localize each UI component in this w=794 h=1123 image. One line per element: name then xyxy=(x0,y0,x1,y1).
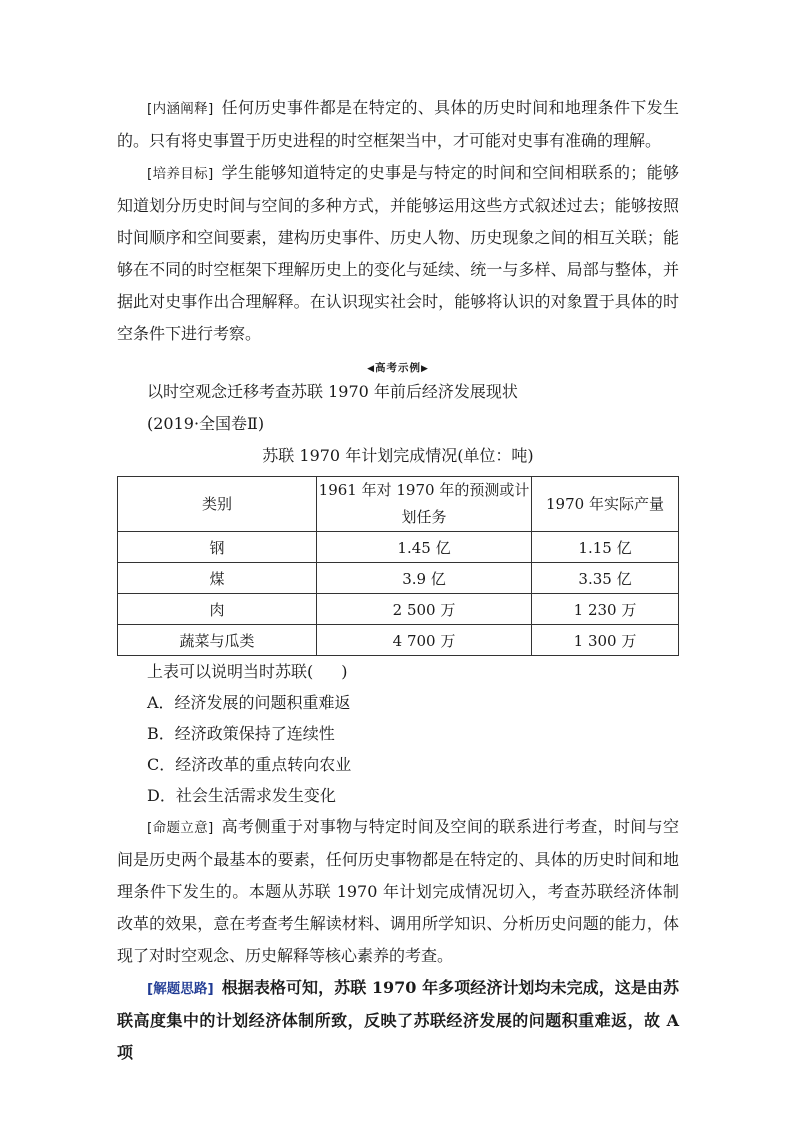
table-header-row xyxy=(118,477,679,532)
table-cell: 1 300 万 xyxy=(532,625,679,656)
proposition-text: 高考侧重于对事物与特定时间及空间的联系进行考查，时间与空间是历史两个最基本的要素，任何历史事物都是在特定的、具体的历史时间和地理条件下发生的。本题从苏联 1970 年计划完成情况切入，考查苏联经济体制改革的效果，意在考查考生解读材料、调用所学知识、分析历史问题的能力，体现了对时空观念、历史解释等核心素养的考查。 xyxy=(117,817,679,965)
left-triangle-icon: ◀ xyxy=(367,364,375,374)
table-row xyxy=(118,625,679,656)
question-suffix: ) xyxy=(341,662,348,681)
connotation-tag: [内涵阐释] xyxy=(147,101,214,117)
table-cell: 4 700 万 xyxy=(317,625,532,656)
table-header-cell: 类别 xyxy=(118,477,317,532)
table-cell: 1.15 亿 xyxy=(532,532,679,563)
example-banner-label: 高考示例 xyxy=(375,362,421,374)
table-row xyxy=(118,594,679,625)
question-stem xyxy=(117,656,679,687)
example-heading: 以时空观念迁移考查苏联 1970 年前后经济发展现状 xyxy=(147,382,518,401)
training-goal-paragraph xyxy=(117,157,679,350)
table-cell: 1.45 亿 xyxy=(317,532,532,563)
option-d: D．社会生活需求发生变化 xyxy=(147,786,336,805)
connotation-paragraph xyxy=(117,92,679,157)
table-cell: 2 500 万 xyxy=(317,594,532,625)
question-prefix: 上表可以说明当时苏联( xyxy=(147,662,314,681)
option-a: A．经济发展的问题积重难返 xyxy=(147,693,351,712)
table-cell: 肉 xyxy=(118,594,317,625)
proposition-paragraph xyxy=(117,811,679,972)
right-triangle-icon: ▶ xyxy=(421,364,429,374)
table-cell: 3.9 亿 xyxy=(317,563,532,594)
table-cell: 钢 xyxy=(118,532,317,563)
production-table xyxy=(117,476,679,656)
document-page xyxy=(117,92,679,1069)
table-cell: 煤 xyxy=(118,563,317,594)
table-cell: 1 230 万 xyxy=(532,594,679,625)
table-cell: 蔬菜与瓜类 xyxy=(118,625,317,656)
example-banner xyxy=(117,360,679,376)
table-row xyxy=(118,532,679,563)
proposition-tag: [命题立意] xyxy=(147,820,214,836)
solution-tag: [解题思路] xyxy=(147,981,214,997)
solution-text: 根据表格可知，苏联 1970 年多项经济计划均未完成，这是由苏联高度集中的计划经济体制所致，反映了苏联经济发展的问题积重难返，故 A 项 xyxy=(117,978,679,1062)
table-header-cell: 1961 年对 1970 年的预测或计划任务 xyxy=(317,477,532,532)
example-source: (2019·全国卷Ⅱ) xyxy=(147,414,265,433)
table-row xyxy=(118,563,679,594)
option-b: B．经济政策保持了连续性 xyxy=(147,724,335,743)
training-goal-text: 学生能够知道特定的史事是与特定的时间和空间相联系的；能够知道划分历史时间与空间的多种方式，并能够运用这些方式叙述过去；能够按照时间顺序和空间要素，建构历史事件、历史人物、历史现象之间的相互关联；能够在不同的时空框架下理解历史上的变化与延续、统一与多样、局部与整体，并据此对史事作出合理解释。在认识现实社会时，能够将认识的对象置于具体的时空条件下进行考察。 xyxy=(117,163,679,343)
table-cell: 3.35 亿 xyxy=(532,563,679,594)
connotation-text: 任何历史事件都是在特定的、具体的历史时间和地理条件下发生的。只有将史事置于历史进程的时空框架当中，才可能对史事有准确的理解。 xyxy=(117,98,679,150)
table-title: 苏联 1970 年计划完成情况(单位：吨) xyxy=(262,446,534,465)
option-c: C．经济改革的重点转向农业 xyxy=(147,755,352,774)
table-header-cell: 1970 年实际产量 xyxy=(532,477,679,532)
training-goal-tag: [培养目标] xyxy=(147,166,214,182)
solution-paragraph xyxy=(117,972,679,1069)
